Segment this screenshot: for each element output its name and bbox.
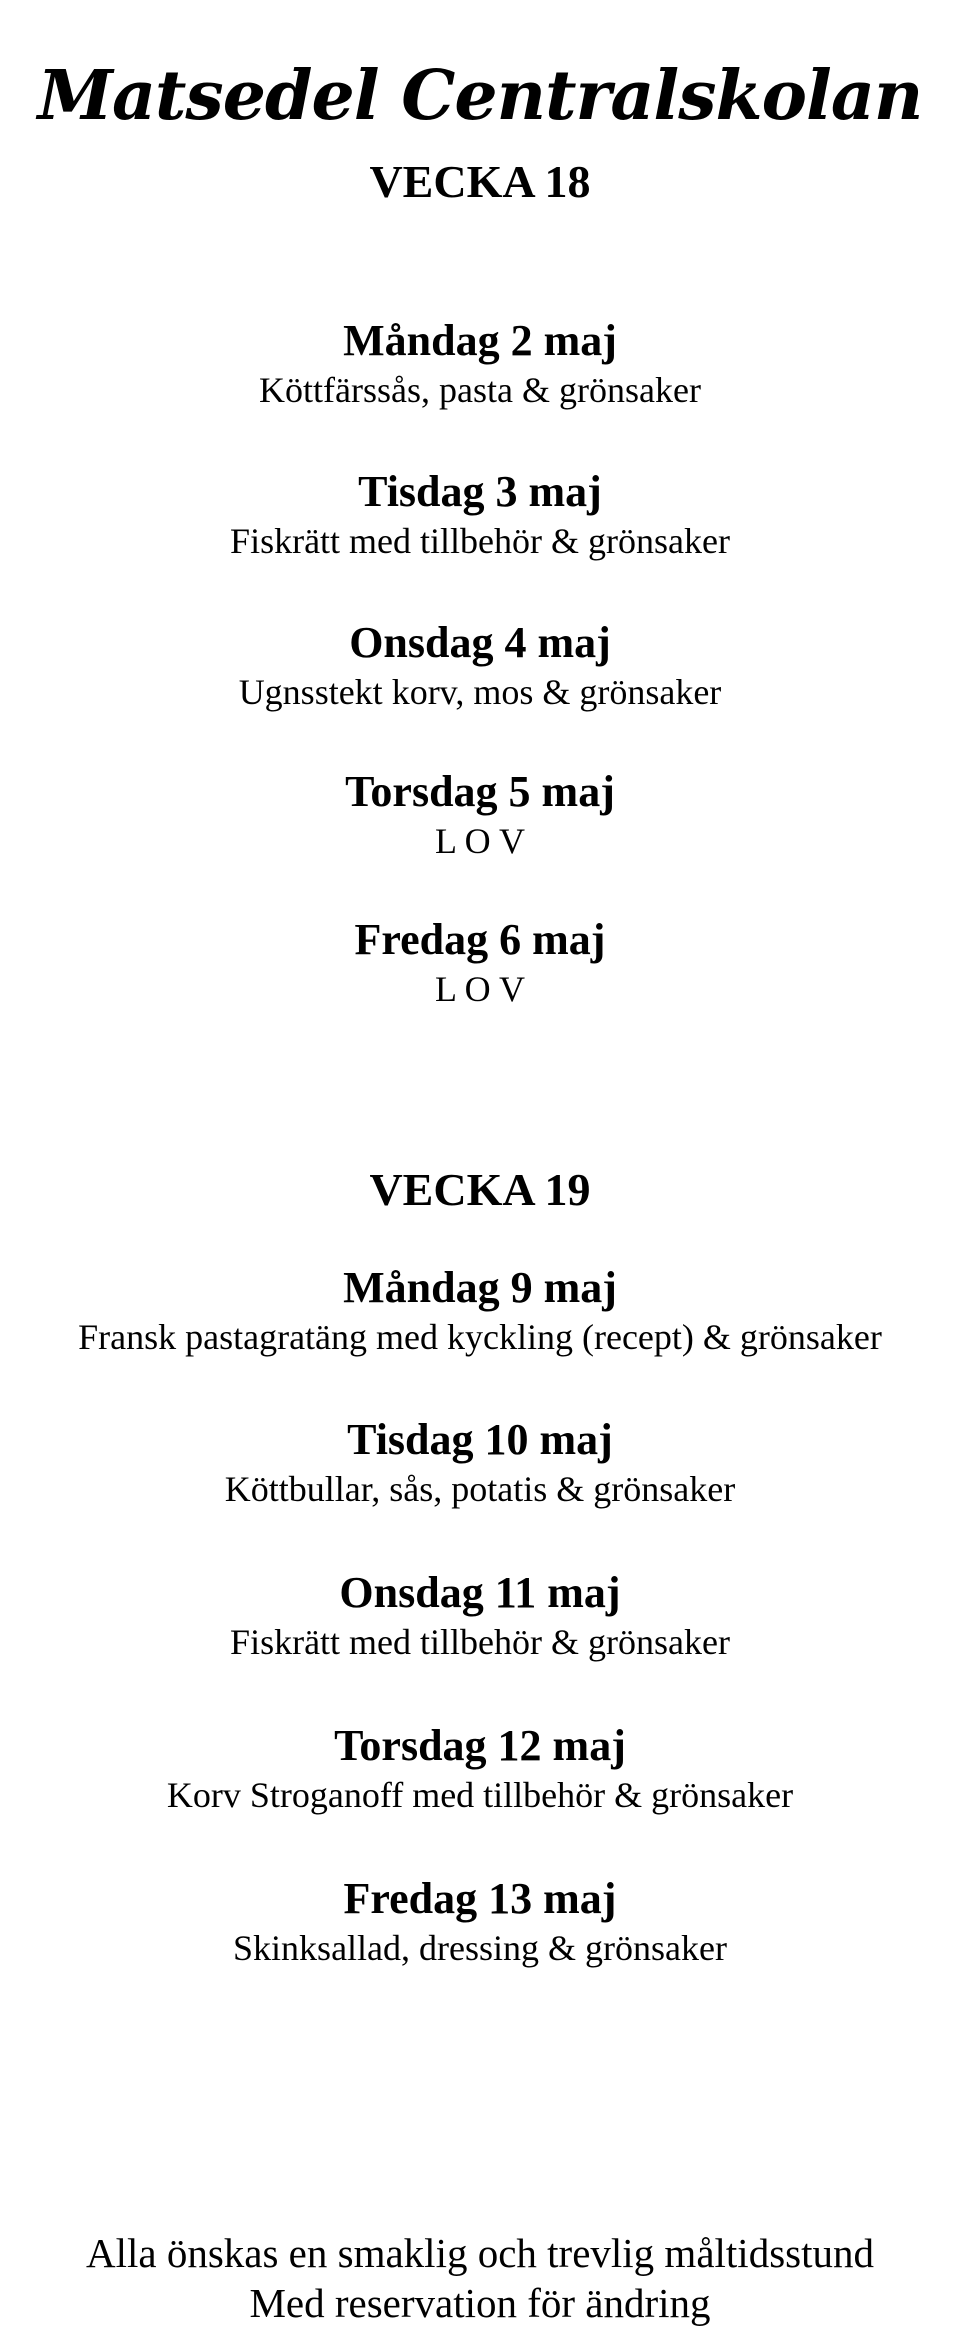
day-tuesday-3-may (0, 465, 960, 563)
week-heading-18: VECKA 18 (369, 156, 591, 207)
day-tuesday-10-may (0, 1413, 960, 1511)
day-monday-2-may (0, 314, 960, 412)
week-heading-19: VECKA 19 (369, 1164, 591, 1215)
footer-greeting: Alla önskas en smaklig och trevlig måltidsstund (85, 2230, 874, 2276)
day-name: Tisdag 10 maj (347, 1415, 613, 1464)
day-wednesday-4-may (0, 616, 960, 714)
day-name: Torsdag 12 maj (334, 1721, 626, 1770)
day-dish: L O V (435, 821, 525, 861)
day-dish: Fransk pastagratäng med kyckling (recept) & grönsaker (78, 1317, 882, 1357)
day-name: Onsdag 4 maj (349, 618, 611, 667)
day-name: Tisdag 3 maj (358, 467, 602, 516)
day-name: Torsdag 5 maj (345, 767, 615, 816)
day-dish: Fiskrätt med tillbehör & grönsaker (230, 1622, 730, 1662)
day-dish: Fiskrätt med tillbehör & grönsaker (230, 521, 730, 561)
day-monday-9-may (0, 1261, 960, 1359)
day-name: Måndag 9 maj (343, 1263, 617, 1312)
day-name: Fredag 13 maj (343, 1874, 617, 1923)
day-thursday-12-may (0, 1719, 960, 1817)
day-dish: Ugnsstekt korv, mos & grönsaker (238, 672, 722, 712)
footer-reservation: Med reservation för ändring (249, 2280, 711, 2326)
day-dish: Korv Stroganoff med tillbehör & grönsaker (166, 1775, 794, 1815)
day-wednesday-11-may (0, 1566, 960, 1664)
day-name: Fredag 6 maj (354, 915, 606, 964)
day-friday-13-may (0, 1872, 960, 1970)
day-dish: Köttbullar, sås, potatis & grönsaker (224, 1469, 736, 1509)
footer (0, 2228, 960, 2328)
day-thursday-5-may (0, 765, 960, 863)
day-dish: Köttfärssås, pasta & grönsaker (259, 370, 701, 410)
day-name: Måndag 2 maj (343, 316, 617, 365)
day-dish: L O V (435, 969, 525, 1009)
day-friday-6-may (0, 913, 960, 1011)
page-title: Matsedel Centralskolan (37, 55, 923, 136)
day-dish: Skinksallad, dressing & grönsaker (233, 1928, 727, 1968)
day-name: Onsdag 11 maj (339, 1568, 621, 1617)
